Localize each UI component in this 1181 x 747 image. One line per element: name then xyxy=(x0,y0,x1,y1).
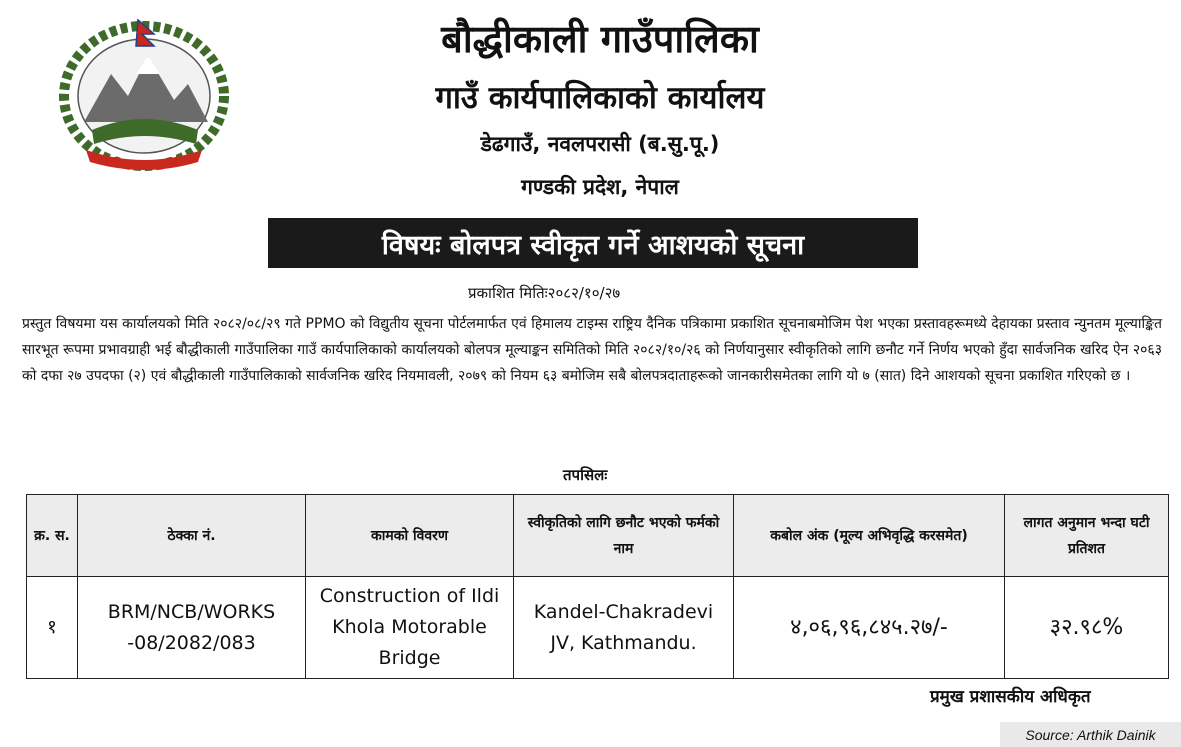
col-header-contract-no: ठेक्का नं. xyxy=(78,495,306,577)
sub-office-name: गाउँ कार्यपालिकाको कार्यालय xyxy=(435,80,765,116)
signatory-title: प्रमुख प्रशासकीय अधिकृत xyxy=(930,687,1091,707)
notice-body: प्रस्तुत विषयमा यस कार्यालयको मिति २०८२/०८/२९ गते PPMO को विद्युतीय सूचना पोर्टलमार्फत एवं हिमालय टाइम्स राष्ट्रिय दैनिक पत्रिकामा प्रकाशित सूचनाबमोजिम पेश भएका प्रस्तावहरूमध्ये देहायका प्रस्ताव न्युनतम मूल्याङ्कित सारभूत रूपमा प्रभावग्राही भई बौद्धीकाली गाउँपालिका गाउँ कार्यपालिकाको कार्यालयको बोलपत्र मूल्याङ्कन समितिको मिति २०८२/१०/२६ को निर्णयानुसार स्वीकृतिको लागि छनौट गर्ने निर्णय भएको हुँदा सार्वजनिक खरिद ऐन २०६३ को दफा २७ उपदफा (२) एवं बौद्धीकाली गाउँपालिकाको सार्वजनिक खरिद नियमावली, २०७९ को नियम ६३ बमोजिम सबै बोलपत्रदाताहरूको जानकारीसमेतका लागि यो ७ (सात) दिने आशयको सूचना प्रकाशित गरिएको छ । xyxy=(22,316,1162,384)
cell-firm: Kandel-Chakradevi JV, Kathmandu. xyxy=(514,577,734,679)
source-credit: Source: Arthik Dainik xyxy=(1000,722,1181,747)
published-date: प्रकाशित मितिः२०८२/१०/२७ xyxy=(468,284,621,302)
province-name: गण्डकी प्रदेश, नेपाल xyxy=(521,175,679,199)
cell-serial: १ xyxy=(27,577,78,679)
col-header-below-estimate: लागत अनुमान भन्दा घटी प्रतिशत xyxy=(1005,495,1169,577)
col-header-serial: क्र. स. xyxy=(27,495,78,577)
cell-description: Construction of Ildi Khola Motorable Bridge xyxy=(306,577,514,679)
col-header-description: कामको विवरण xyxy=(306,495,514,577)
details-label: तपसिलः xyxy=(563,466,608,484)
cell-below-estimate: ३२.९८% xyxy=(1005,577,1169,679)
table-row xyxy=(27,577,1169,679)
government-emblem-icon xyxy=(56,12,232,172)
table-header-row xyxy=(27,495,1169,577)
award-table xyxy=(26,494,1169,679)
subject-banner: विषयः बोलपत्र स्वीकृत गर्ने आशयको सूचना xyxy=(268,218,918,268)
col-header-bid-amount: कबोल अंक (मूल्य अभिवृद्धि करसमेत) xyxy=(734,495,1005,577)
col-header-firm: स्वीकृतिको लागि छनौट भएको फर्मको नाम xyxy=(514,495,734,577)
office-address: डेढगाउँ, नवलपरासी (ब.सु.पू.) xyxy=(480,132,720,156)
office-name: बौद्धीकाली गाउँपालिका xyxy=(441,17,759,61)
cell-bid-amount: ४,०६,९६,८४५.२७/- xyxy=(734,577,1005,679)
cell-contract-no: BRM/NCB/WORKS -08/2082/083 xyxy=(78,577,306,679)
